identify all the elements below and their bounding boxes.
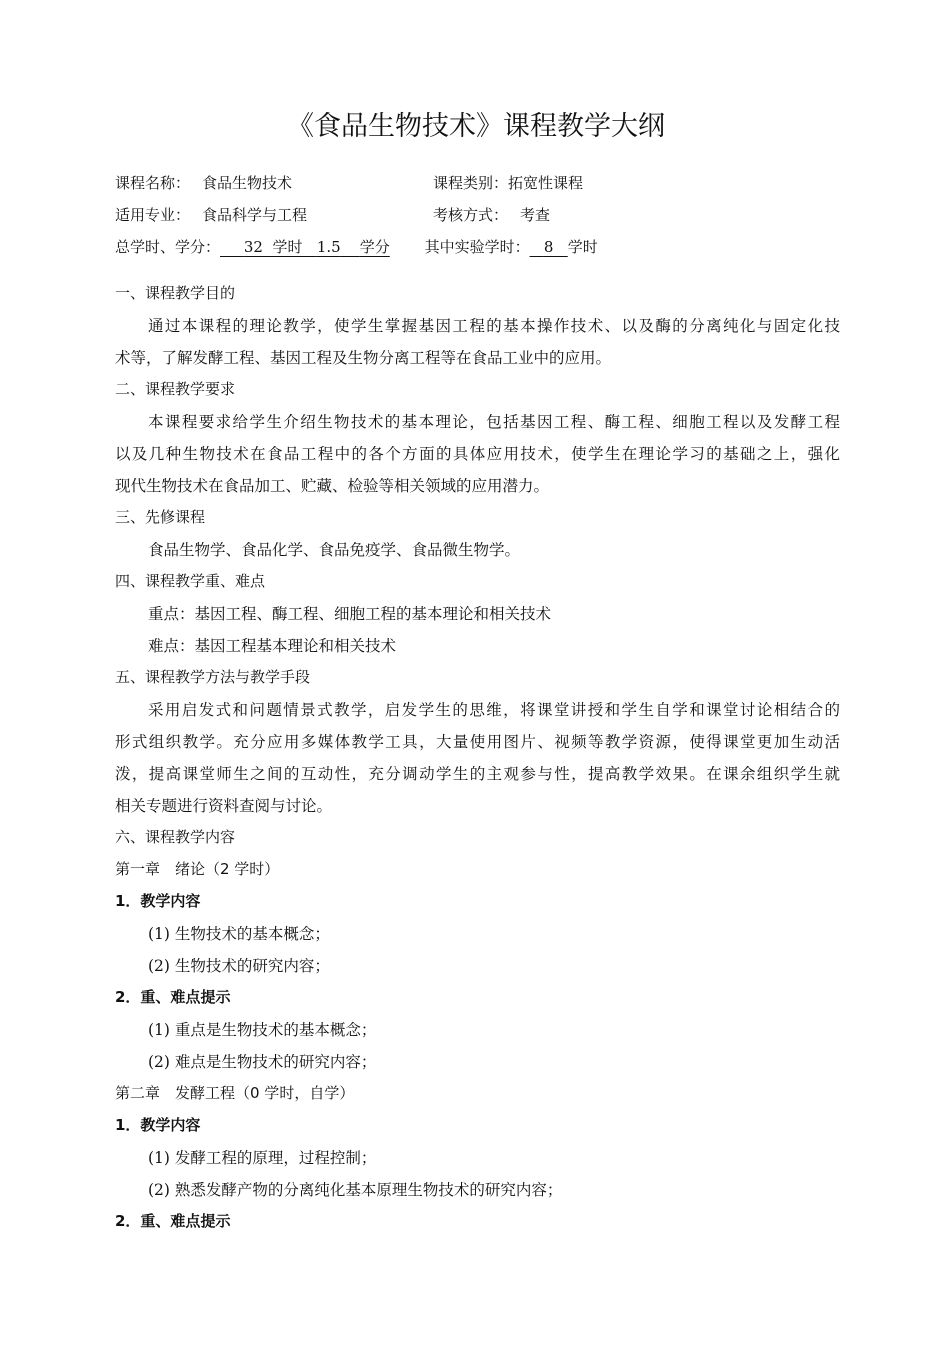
chapter-1-content-item: (1) 生物技术的基本概念；: [148, 925, 330, 943]
hours-unit: 学时: [272, 238, 303, 256]
section-4-title: 四、课程教学重、难点: [115, 572, 266, 590]
major-value: 食品科学与工程: [202, 206, 308, 224]
exam-label: 考核方式：: [433, 206, 509, 224]
section-5-paragraph-line: 采用启发式和问题情景式教学，启发学生的思维，将课堂讲授和学生自学和课堂讨论相结合的: [148, 701, 840, 719]
chapter-2-content-heading: 1．教学内容: [115, 1116, 201, 1134]
meta-row-2: [115, 204, 551, 225]
lab-unit: 学时: [567, 238, 598, 256]
section-5-paragraph-line: 形式组织教学。充分应用多媒体教学工具，大量使用图片、视频等教学资源，使得课堂更加生动活: [115, 733, 840, 751]
chapter-1-key-item: (1) 重点是生物技术的基本概念；: [148, 1021, 377, 1039]
section-5-title: 五、课程教学方法与教学手段: [115, 668, 311, 686]
difficult-points-line: 难点：基因工程基本理论和相关技术: [148, 637, 397, 655]
lab-value: 8: [543, 238, 554, 256]
meta-row-1: [115, 172, 584, 193]
section-5-paragraph-line: 相关专题进行资料查阅与讨论。: [115, 797, 333, 815]
chapter-1-key-heading: 2．重、难点提示: [115, 988, 231, 1006]
section-2-paragraph-line: 本课程要求给学生介绍生物技术的基本理论，包括基因工程、酶工程、细胞工程以及发酵工程: [148, 413, 840, 431]
section-2-paragraph-line: 现代生物技术在食品加工、贮藏、检验等相关领域的应用潜力。: [115, 477, 550, 495]
hours-label: 总学时、学分：: [115, 238, 221, 256]
section-5-paragraph-line: 泼，提高课堂师生之间的互动性，充分调动学生的主观参与性，提高教学效果。在课余组织学生就: [115, 765, 840, 783]
lab-underlined: [530, 238, 568, 256]
course-type: [433, 172, 583, 193]
section-2-title: 二、课程教学要求: [115, 380, 236, 398]
major-label: 适用专业：: [115, 206, 191, 224]
course-type-value: 拓宽性课程: [508, 174, 584, 192]
exam-method: [433, 204, 550, 225]
hours-value: 32: [243, 238, 263, 256]
chapter-1-key-item: (2) 难点是生物技术的研究内容；: [148, 1053, 377, 1071]
exam-value: 考查: [520, 206, 551, 224]
course-name-value: 食品生物技术: [202, 174, 293, 192]
chapter-1-title: 第一章 绪论（2 学时）: [115, 860, 280, 878]
chapter-2-key-heading: 2．重、难点提示: [115, 1212, 231, 1230]
section-3-title: 三、先修课程: [115, 508, 206, 526]
credit-value: 1.5: [316, 238, 341, 256]
chapter-2-content-item: (2) 熟悉发酵产物的分离纯化基本原理生物技术的研究内容；: [148, 1181, 563, 1199]
section-3-paragraph-line: 食品生物学、食品化学、食品免疫学、食品微生物学。: [148, 541, 521, 559]
chapter-2-title: 第二章 发酵工程（0 学时，自学）: [115, 1084, 355, 1102]
section-6-title: 六、课程教学内容: [115, 828, 236, 846]
course-name-label: 课程名称：: [115, 174, 191, 192]
chapter-2-content-item: (1) 发酵工程的原理，过程控制；: [148, 1149, 377, 1167]
section-1-paragraph-line: 通过本课程的理论教学，使学生掌握基因工程的基本操作技术、以及酶的分离纯化与固定化技: [148, 317, 840, 335]
section-1-paragraph-line: 术等，了解发酵工程、基因工程及生物分离工程等在食品工业中的应用。: [115, 349, 612, 367]
credit-unit: 学分: [359, 238, 390, 256]
key-points-line: 重点：基因工程、酶工程、细胞工程的基本理论和相关技术: [148, 605, 552, 623]
course-type-label: 课程类别：: [433, 174, 509, 192]
section-1-title: 一、课程教学目的: [115, 284, 236, 302]
chapter-1-content-item: (2) 生物技术的研究内容；: [148, 957, 330, 975]
lab-label: 其中实验学时：: [424, 238, 530, 256]
section-2-paragraph-line: 以及几种生物技术在食品工程中的各个方面的具体应用技术，使学生在理论学习的基础之上，强化: [115, 445, 840, 463]
meta-row-3: [115, 236, 598, 257]
chapter-1-content-heading: 1．教学内容: [115, 892, 201, 910]
hours-credit-underlined: [220, 238, 390, 256]
document-title: 《食品生物技术》课程教学大纲: [287, 111, 665, 142]
